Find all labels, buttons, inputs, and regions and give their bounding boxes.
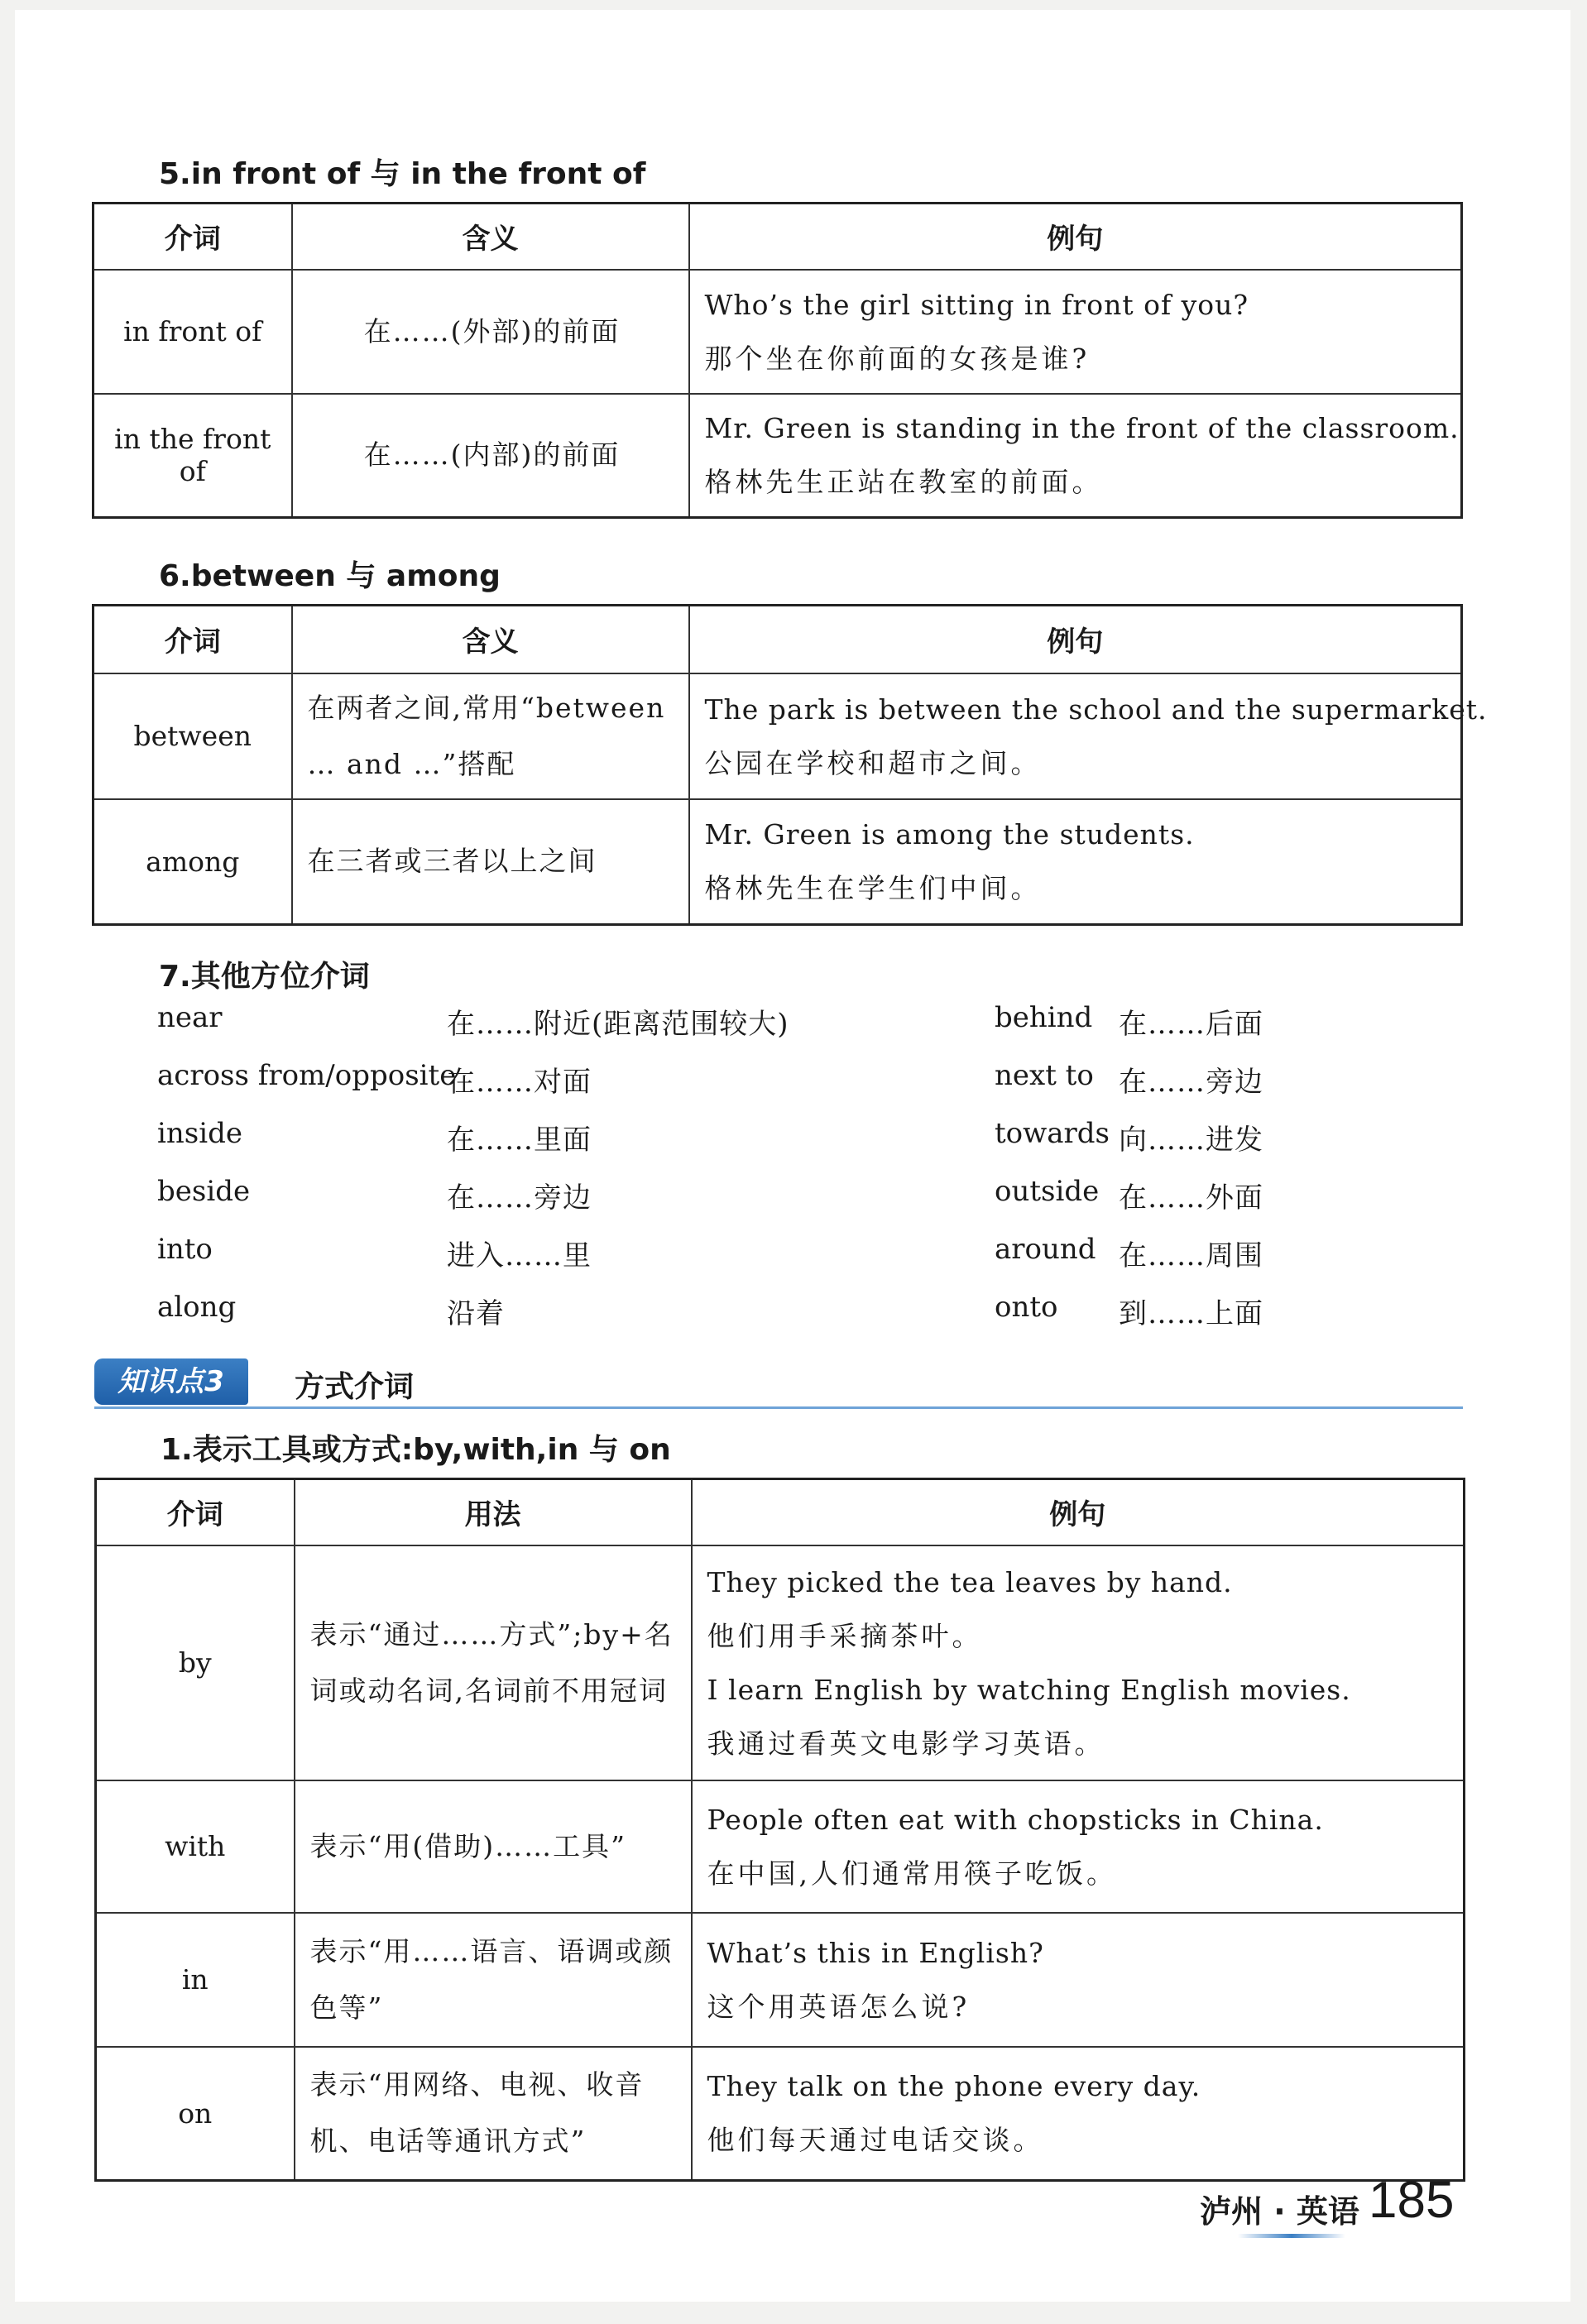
example-en: The park is between the school and the supermarket. (704, 692, 1488, 726)
header-example: 例句 (692, 1479, 1465, 1545)
textbook-page (15, 10, 1570, 2302)
table-cell-prep: by (96, 1545, 295, 1780)
prep-word: towards (995, 1117, 1110, 1150)
prep-word: outside (995, 1175, 1100, 1208)
prep-meaning: 在……里面 (447, 1124, 592, 1157)
prep-meaning: 到……上面 (1119, 1297, 1263, 1330)
table-cell-prep: among (93, 799, 292, 925)
table-cell-meaning: 在……(外部)的前面 (292, 270, 689, 394)
table-cell-prep: in (96, 1913, 295, 2047)
example-zh: 他们用手采摘茶叶。 (707, 1619, 983, 1652)
prep-meaning: 在……后面 (1119, 1008, 1263, 1041)
footer-book-title: 泸州 · 英语 (1200, 2193, 1359, 2230)
header-preposition: 介词 (96, 1479, 295, 1545)
prep-meaning: 沿着 (447, 1297, 505, 1330)
example-zh: 这个用英语怎么说? (707, 1990, 971, 2023)
table-cell-prep: with (96, 1780, 295, 1913)
prep-meaning: 向……进发 (1119, 1124, 1263, 1157)
example-zh: 那个坐在你前面的女孩是谁? (704, 342, 1091, 375)
table-cell-prep: between (93, 673, 292, 799)
table-cell-meaning: 在三者或三者以上之间 (292, 799, 689, 925)
table-cell-meaning: 在两者之间,常用“between … and …”搭配 (292, 673, 689, 799)
table-cell-example (692, 2047, 1465, 2181)
prep-meaning: 在……周围 (1119, 1239, 1263, 1272)
prep-word: across from/opposite (157, 1059, 457, 1092)
prep-meaning: 在……附近(距离范围较大) (447, 1008, 789, 1041)
list-item (157, 1291, 1316, 1349)
prep-meaning: 进入……里 (447, 1239, 592, 1272)
example-zh: 格林先生正站在教室的前面。 (704, 466, 1103, 499)
between-among-table (92, 604, 1488, 926)
header-meaning: 含义 (292, 204, 689, 270)
prep-word: along (157, 1291, 237, 1324)
in-front-of-table (92, 202, 1463, 519)
table-cell-example (692, 1545, 1465, 1780)
header-example: 例句 (689, 606, 1462, 673)
example-en: People often eat with chopsticks in China. (707, 1803, 1324, 1836)
header-preposition: 介词 (93, 204, 292, 270)
page-number: 185 (1369, 2172, 1455, 2229)
prep-word: next to (995, 1059, 1094, 1092)
list-item (157, 1001, 1316, 1059)
example-zh: 在中国,人们通常用筷子吃饭。 (707, 1857, 1117, 1890)
manner-prepositions-table (94, 1478, 1465, 2182)
table-cell-usage: 表示“用……语言、语调或颜色等” (295, 1913, 692, 2047)
table-cell-example (689, 394, 1462, 518)
list-item (157, 1059, 1316, 1117)
table-cell-usage: 表示“用(借助)……工具” (295, 1780, 692, 1913)
table-cell-example (689, 799, 1462, 925)
table-cell-usage: 表示“通过……方式”;by+名词或动名词,名词前不用冠词 (295, 1545, 692, 1780)
prep-word: inside (157, 1117, 242, 1150)
header-meaning: 含义 (292, 606, 689, 673)
header-example: 例句 (689, 204, 1462, 270)
table-cell-prep: in front of (93, 270, 292, 394)
header-usage: 用法 (295, 1479, 692, 1545)
prep-meaning: 在……旁边 (1119, 1066, 1263, 1099)
prep-word: around (995, 1233, 1096, 1266)
knowledge-point-badge: 知识点3 (94, 1358, 248, 1405)
list-item (157, 1233, 1316, 1291)
section-k3-1-title: 1.表示工具或方式:by,with,in 与 on (161, 1433, 671, 1467)
table-cell-prep: in the front of (93, 394, 292, 518)
prep-word: near (157, 1001, 223, 1034)
section-5-title: 5.in front of 与 in the front of (159, 157, 646, 191)
prep-word: behind (995, 1001, 1093, 1034)
prep-word: beside (157, 1175, 251, 1208)
section-6-title: 6.between 与 among (159, 559, 501, 593)
example-zh: 公园在学校和超市之间。 (704, 746, 1042, 779)
prep-meaning: 在……旁边 (447, 1181, 592, 1215)
prep-word: into (157, 1233, 213, 1266)
prep-meaning: 在……外面 (1119, 1181, 1263, 1215)
example-en: Mr. Green is standing in the front of the classroom. (704, 412, 1460, 445)
example-zh: 他们每天通过电话交谈。 (707, 2124, 1044, 2157)
list-item (157, 1175, 1316, 1233)
section-7-title: 7.其他方位介词 (159, 960, 370, 994)
example-en: They picked the tea leaves by hand. (707, 1565, 1233, 1598)
prep-word: onto (995, 1291, 1058, 1324)
table-cell-example (692, 1780, 1465, 1913)
prep-meaning: 在……对面 (447, 1066, 592, 1099)
example-en: Who’s the girl sitting in front of you? (704, 288, 1249, 321)
example-zh: 我通过看英文电影学习英语。 (707, 1727, 1105, 1760)
header-preposition: 介词 (93, 606, 292, 673)
knowledge-point-title: 方式介词 (295, 1370, 415, 1404)
table-cell-prep: on (96, 2047, 295, 2181)
table-cell-example (689, 270, 1462, 394)
table-cell-meaning: 在……(内部)的前面 (292, 394, 689, 518)
example-en: I learn English by watching English movies. (707, 1673, 1351, 1706)
footer-decoration (1238, 2234, 1345, 2238)
example-en: They talk on the phone every day. (707, 2070, 1201, 2103)
table-cell-usage: 表示“用网络、电视、收音机、电话等通讯方式” (295, 2047, 692, 2181)
list-item (157, 1117, 1316, 1175)
table-cell-example (689, 673, 1488, 799)
preposition-list (157, 1001, 1316, 1349)
divider (94, 1406, 1463, 1409)
example-zh: 格林先生在学生们中间。 (704, 872, 1042, 905)
table-cell-example (692, 1913, 1465, 2047)
example-en: Mr. Green is among the students. (704, 818, 1195, 851)
example-en: What’s this in English? (707, 1936, 1044, 1969)
